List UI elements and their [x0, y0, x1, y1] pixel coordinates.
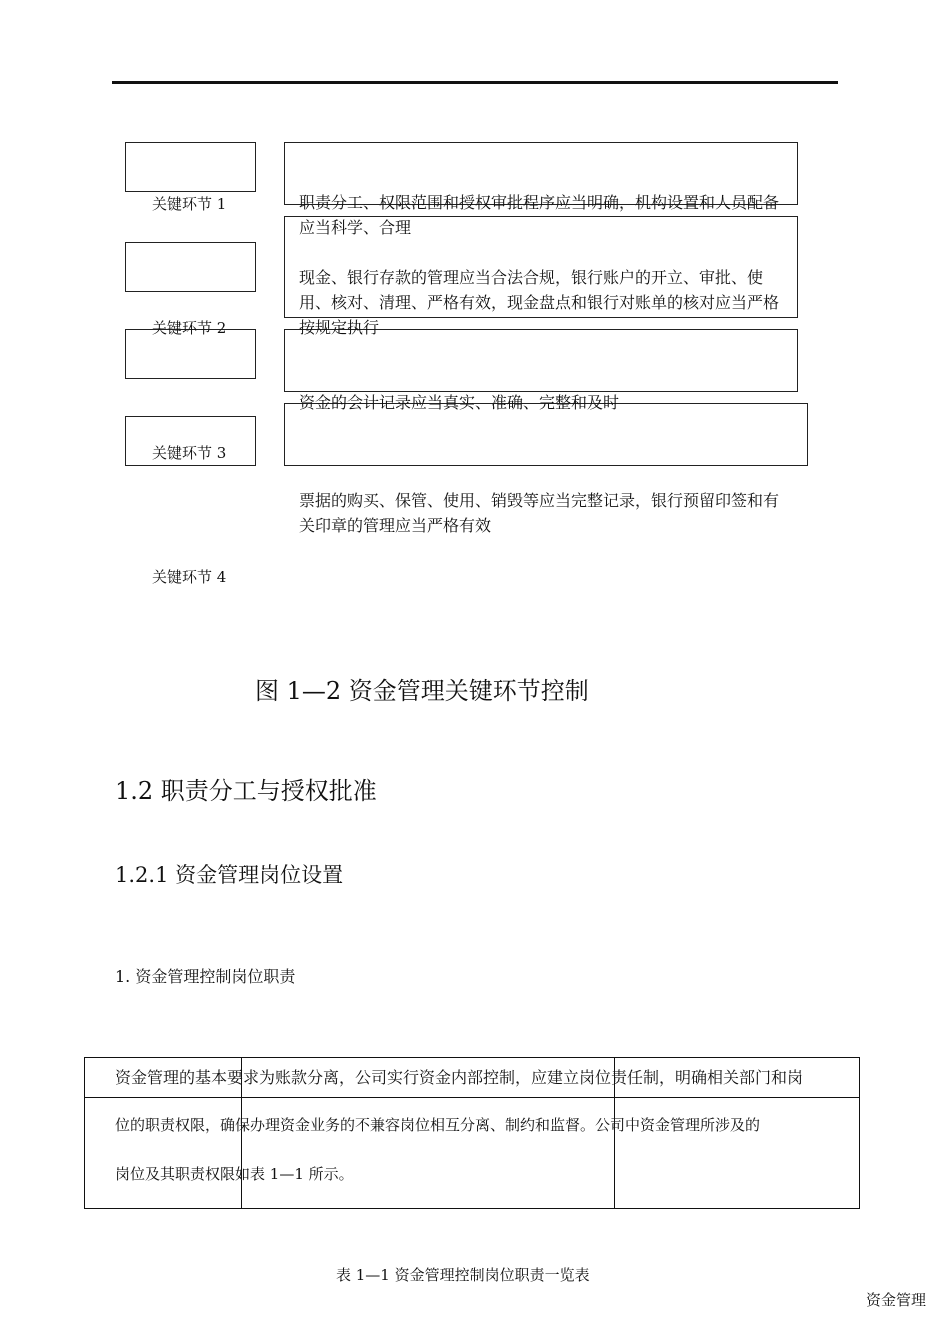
- table-border-bottom: [84, 1208, 860, 1209]
- key-step-label-4: 关键环节 4: [152, 568, 227, 586]
- table-caption: 表 1—1 资金管理控制岗位职责一览表: [336, 1266, 590, 1284]
- figure-caption: 图 1—2 资金管理关键环节控制: [255, 677, 589, 705]
- key-step-desc-3: 资金的会计记录应当真实、准确、完整和及时: [299, 393, 620, 412]
- table-border-top: [84, 1057, 860, 1058]
- section-heading: 1.2 职责分工与授权批准: [115, 777, 377, 805]
- diagram-left-box-2: [125, 242, 256, 292]
- diagram-left-box-1: [125, 142, 256, 192]
- key-step-desc-1: 职责分工、权限范围和授权审批程序应当明确，机构设置和人员配备应当科学、合理: [299, 193, 780, 237]
- table-border-right: [859, 1057, 860, 1209]
- table-border-mid: [84, 1097, 860, 1098]
- key-step-label-1: 关键环节 1: [152, 195, 227, 213]
- corner-text: 资金管理: [866, 1291, 927, 1309]
- key-step-label-3: 关键环节 3: [152, 444, 227, 462]
- item-heading: 1. 资金管理控制岗位职责: [115, 967, 296, 986]
- table-border-left: [84, 1057, 85, 1209]
- subsection-heading: 1.2.1 资金管理岗位设置: [115, 863, 344, 887]
- table-text-line-3: 岗位及其职责权限如表 1—1 所示。: [115, 1165, 354, 1183]
- table-text-line-1: 资金管理的基本要求为账款分离，公司实行资金内部控制，应建立岗位责任制，明确相关部门和岗: [115, 1068, 804, 1087]
- header-rule: [112, 81, 838, 84]
- table-text-line-2: 位的职责权限，确保办理资金业务的不兼容岗位相互分离、制约和监督。公司中资金管理所涉及的: [115, 1116, 761, 1134]
- key-step-desc-4: 票据的购买、保管、使用、销毁等应当完整记录，银行预留印签和有关印章的管理应当严格有效: [299, 491, 780, 535]
- key-step-label-2: 关键环节 2: [152, 319, 227, 337]
- key-step-desc-2: 现金、银行存款的管理应当合法合规，银行账户的开立、审批、使用、核对、清理、严格有效，现金盘点和银行对账单的核对应当严格按规定执行: [299, 268, 780, 337]
